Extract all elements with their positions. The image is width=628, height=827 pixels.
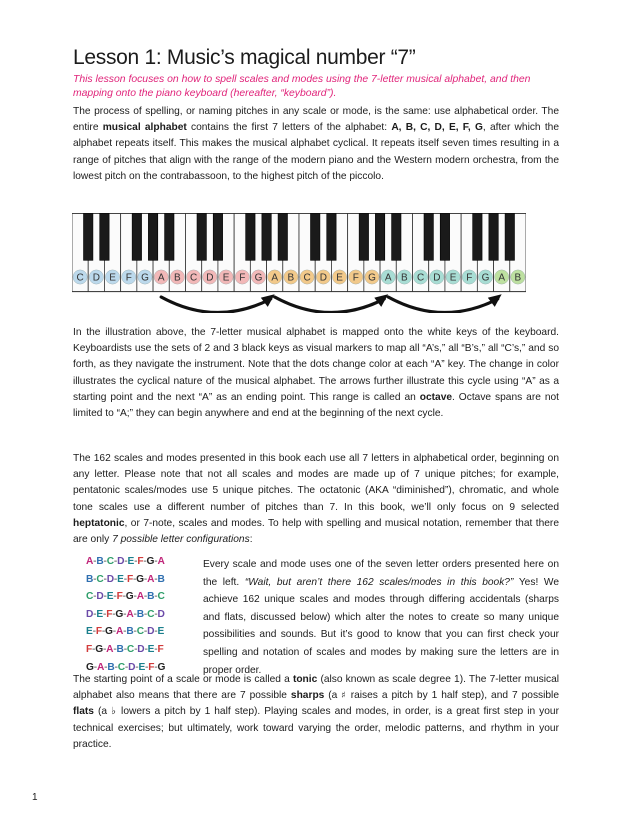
text-run: (also known as scale degree 1). The 7-letter musical alphabet also means that there are 7 possible [73,674,559,702]
order-dash: - [154,591,158,603]
order-dash: - [154,626,158,638]
note-dot-label: G [481,272,490,284]
flat-symbol: ♭ [111,706,118,718]
order-letter: F [86,643,93,655]
order-letter: A [147,573,155,585]
note-dot-label: F [125,272,132,284]
order-dash: - [103,556,107,567]
note-dot-label: G [368,272,376,284]
text-run: contains the first 7 letters of the alphabet: [186,122,392,134]
order-letter: C [136,626,144,638]
tonic-paragraph [73,672,559,753]
black-key [327,214,336,261]
note-dot-label: C [303,272,311,284]
order-dash: - [143,591,148,603]
order-letter: C [106,556,114,567]
order-dash: - [114,661,118,673]
octave-arrow [275,297,384,313]
page-number: 1 [32,792,38,803]
order-letter: B [107,661,115,673]
order-dash: - [92,643,96,655]
black-key [132,214,141,261]
order-dash: - [143,608,148,620]
order-dash: - [102,608,107,620]
note-dot-label: G [141,272,149,284]
letter-order [86,574,196,592]
order-dash: - [93,573,97,585]
order-dash: - [103,573,107,585]
order-letter: E [117,573,124,585]
term-heptatonic: heptatonic [73,517,125,529]
letter-orders-explanation [203,556,559,679]
order-letter: D [106,573,114,585]
text-run: The process of spelling, or naming pitches in any scale or mode, is the same: use alphabetical order. The entire [73,106,559,134]
letter-order [86,556,196,574]
octave-arrow [388,297,498,313]
order-letter: B [157,573,165,585]
text-run: The 162 scales and modes presented in this book each use all 7 letters in alphabetical order, beginning on any letter. Please note that not all scales and modes are made up of 7 unique pitches; for example, pentatonic scales/modes use 5 unique pitches. The octatonic (AKA “diminished”), chromatic, and whole tone scales use a different number of pitches than 7. In this book, we’ll only focus on 9 selected [73,453,559,513]
order-letter: E [86,626,93,638]
order-dash: - [93,661,97,673]
lesson-title: Lesson 1: Music’s magical number “7” [73,46,416,69]
note-dot-label: A [384,272,392,284]
text-run: The starting point of a scale or mode is called a [73,674,293,685]
order-dash: - [143,573,148,585]
black-key [424,214,433,261]
arrow-head [489,295,501,306]
text-run: raises a pitch by 1 half step), and 7 possible [346,690,559,702]
order-letter: D [137,643,145,655]
order-dash: - [143,556,147,567]
order-letter: D [117,556,125,567]
black-key [505,214,514,261]
order-dash: - [154,556,158,567]
order-letter: F [116,591,123,603]
lesson-subtitle: This lesson focuses on how to spell scales and modes using the 7-letter musical alphabet, and then mapping onto the piano keyboard (hereafter, “keyboard”). [73,74,531,99]
order-dash: - [92,626,96,638]
note-dot-label: B [287,272,295,284]
order-dash: - [134,556,138,567]
text-run: (a [93,706,112,718]
order-letter: G [136,573,144,585]
order-dash: - [103,591,107,603]
order-dash: - [112,608,116,620]
note-dot-label: F [466,272,473,284]
black-key [359,214,368,261]
order-letter: E [127,556,135,567]
octave-arrow [161,297,271,313]
order-letter: D [128,661,136,673]
quote-question: “Wait, but aren’t there 162 scales/modes in this book?” [244,576,514,588]
order-letter: G [86,661,94,673]
order-letter: G [157,661,166,673]
black-key [148,214,157,261]
arrow-head [375,295,387,306]
order-letter: D [157,608,165,620]
note-dot-label: C [416,272,425,284]
order-letter: B [147,591,155,603]
order-letter: A [157,556,165,567]
order-letter: A [136,591,144,603]
order-dash: - [123,626,127,638]
order-dash: - [101,626,106,638]
black-key [262,214,271,261]
order-dash: - [123,643,127,655]
order-dash: - [132,573,137,585]
order-letter: E [157,626,165,638]
order-dash: - [133,591,137,603]
black-key [440,214,449,261]
note-dot-label: E [109,272,116,284]
order-dash: - [145,661,149,673]
black-key [246,214,255,261]
order-letter: A [115,626,124,638]
black-key [278,214,287,261]
order-dash: - [154,608,158,620]
order-letter: F [95,626,102,638]
black-key [489,214,498,261]
black-key [84,214,93,261]
order-letter: F [137,556,144,567]
black-key [375,214,384,261]
note-dot-label: C [76,272,84,284]
arrow-head [262,295,274,306]
order-letter: E [138,661,146,673]
black-key [197,214,206,261]
letter-orders-list [86,556,196,679]
note-dot-label: C [189,272,198,284]
order-letter: D [147,626,155,638]
order-dash: - [124,661,129,673]
order-letter: D [96,591,104,603]
order-letter: G [125,591,134,603]
letter-order [86,626,196,644]
term-octave: octave [419,391,453,403]
order-dash: - [104,661,108,673]
order-dash: - [144,643,148,655]
letter-order [86,644,196,662]
letter-order [86,609,196,627]
note-dot-label: A [498,272,506,284]
text-run: lowers a pitch by 1 half step). Playing scales and modes, in order, is a great first step in your technical exercises; but ultimately, work toward varying the order, melodic patterns, and rhythm in your practice. [73,706,559,750]
text-run: Yes! We achieve 162 unique scales and modes through differing accidentals (sharps and flats, discussed below) which alter the notes to create so many unique possibilities and sounds. But it’s good to know that you can first check your spelling and notation of scales and modes by making sure the letters are in proper order. [203,576,559,676]
note-dot-label: D [92,272,100,284]
black-key [100,214,109,261]
order-dash: - [134,643,138,655]
black-key [213,214,222,261]
text-run: : [249,534,253,546]
note-dot-label: B [401,272,408,284]
piano-keyboard-illustration [72,213,526,313]
note-dot-label: D [319,272,327,284]
order-dash: - [113,591,117,603]
order-letter: C [117,661,125,673]
note-dot-label: G [254,272,263,284]
term-flats: flats [73,706,94,718]
order-letter: A [106,643,114,655]
text-run: , or 7-note, scales and modes. To help with spelling and musical notation, remember that there are only [73,517,559,546]
order-letter: F [106,608,113,620]
order-dash: - [113,556,118,567]
text-run: Every scale and mode uses one of the seven letter orders presented here on the left. [203,559,559,588]
order-dash: - [133,626,137,638]
letter-order [86,591,196,609]
order-dash: - [93,591,97,603]
black-key [392,214,401,261]
order-letter: C [86,591,94,603]
scales-paragraph [73,451,559,548]
note-dot-label: B [514,272,522,284]
order-letter: B [116,643,124,655]
order-dash: - [133,608,137,620]
term-musical-alphabet: musical alphabet [102,122,187,134]
sharp-symbol: ♯ [341,691,347,702]
order-dash: - [143,626,148,638]
black-key [311,214,320,261]
note-dot-label: F [239,272,246,284]
order-letter: G [105,626,113,638]
order-letter: A [86,556,94,567]
order-letter: B [96,556,104,567]
order-letter: A [96,661,105,673]
order-letter: E [106,591,114,603]
term-sharps: sharps [290,690,325,702]
black-key [165,214,174,261]
note-dot-label: B [174,272,181,284]
note-dot-label: F [352,272,359,284]
note-dot-label: A [271,272,279,284]
order-letter: F [157,643,164,655]
text-run: , after which the alphabet repeats itself. This makes the musical alphabet cyclical. It repeats itself seven times resulting in a range of pitches that align with the range of the modern piano and the Western modern orchestra, from the lowest pitch on the contrabassoon, to the highest pitch of the piccolo. [73,122,559,182]
order-dash: - [135,661,139,673]
emphasis-letter-configurations: 7 possible letter configurations [112,534,250,546]
order-dash: - [93,608,97,620]
order-letter: C [96,573,104,585]
order-letter: G [115,608,124,620]
order-letter: C [157,591,165,603]
order-letter: B [126,626,134,638]
intro-paragraph [73,104,559,185]
order-letter: B [136,608,144,620]
order-letter: A [126,608,134,620]
order-letter: E [147,643,155,655]
order-dash: - [122,591,126,603]
order-letter: D [86,608,94,620]
text-run: . Octave spans are not limited to “A;” they can begin anywhere and end at the beginning of the next cycle. [73,391,559,420]
term-tonic: tonic [292,674,318,685]
order-dash: - [154,643,158,655]
order-letter: C [147,608,155,620]
order-dash: - [113,643,117,655]
order-letter: G [95,643,103,655]
order-dash: - [112,626,116,638]
order-dash: - [102,643,107,655]
note-dot-label: E [449,272,457,284]
order-letter: C [126,643,135,655]
note-dot-label: E [222,272,230,284]
text-run: In the illustration above, the 7-letter musical alphabet is mapped onto the white keys of the keyboard. Keyboardists use the sets of 2 and 3 black keys as visual markers to map all “A’s,” all “B’s,” all “C’s,” and so forth, as they navigate the instrument. Note that the dots change color at each “A” key. The change in color illustrates the cyclical nature of the musical alphabet. The arrows further illustrate this cycle using “A” as a starting point and the next “A” as an ending point. This range is called an [73,327,559,403]
order-dash: - [123,608,127,620]
order-dash: - [154,661,158,673]
illustration-paragraph [73,325,559,422]
note-dot-label: D [433,272,441,284]
order-dash: - [113,573,118,585]
order-letter: E [96,608,103,620]
text-run: (a [324,690,342,702]
order-dash: - [154,573,158,585]
order-dash: - [124,556,128,567]
note-dot-label: D [206,272,214,284]
note-dot-label: A [157,272,165,284]
alphabet-letters: A, B, C, D, E, F, G [391,122,483,134]
order-dash: - [123,573,127,585]
black-key [473,214,482,261]
order-letter: G [146,556,155,567]
order-letter: F [148,661,155,673]
order-letter: B [86,573,94,585]
order-dash: - [93,556,97,567]
order-letter: F [126,573,133,585]
note-dot-label: E [336,272,343,284]
